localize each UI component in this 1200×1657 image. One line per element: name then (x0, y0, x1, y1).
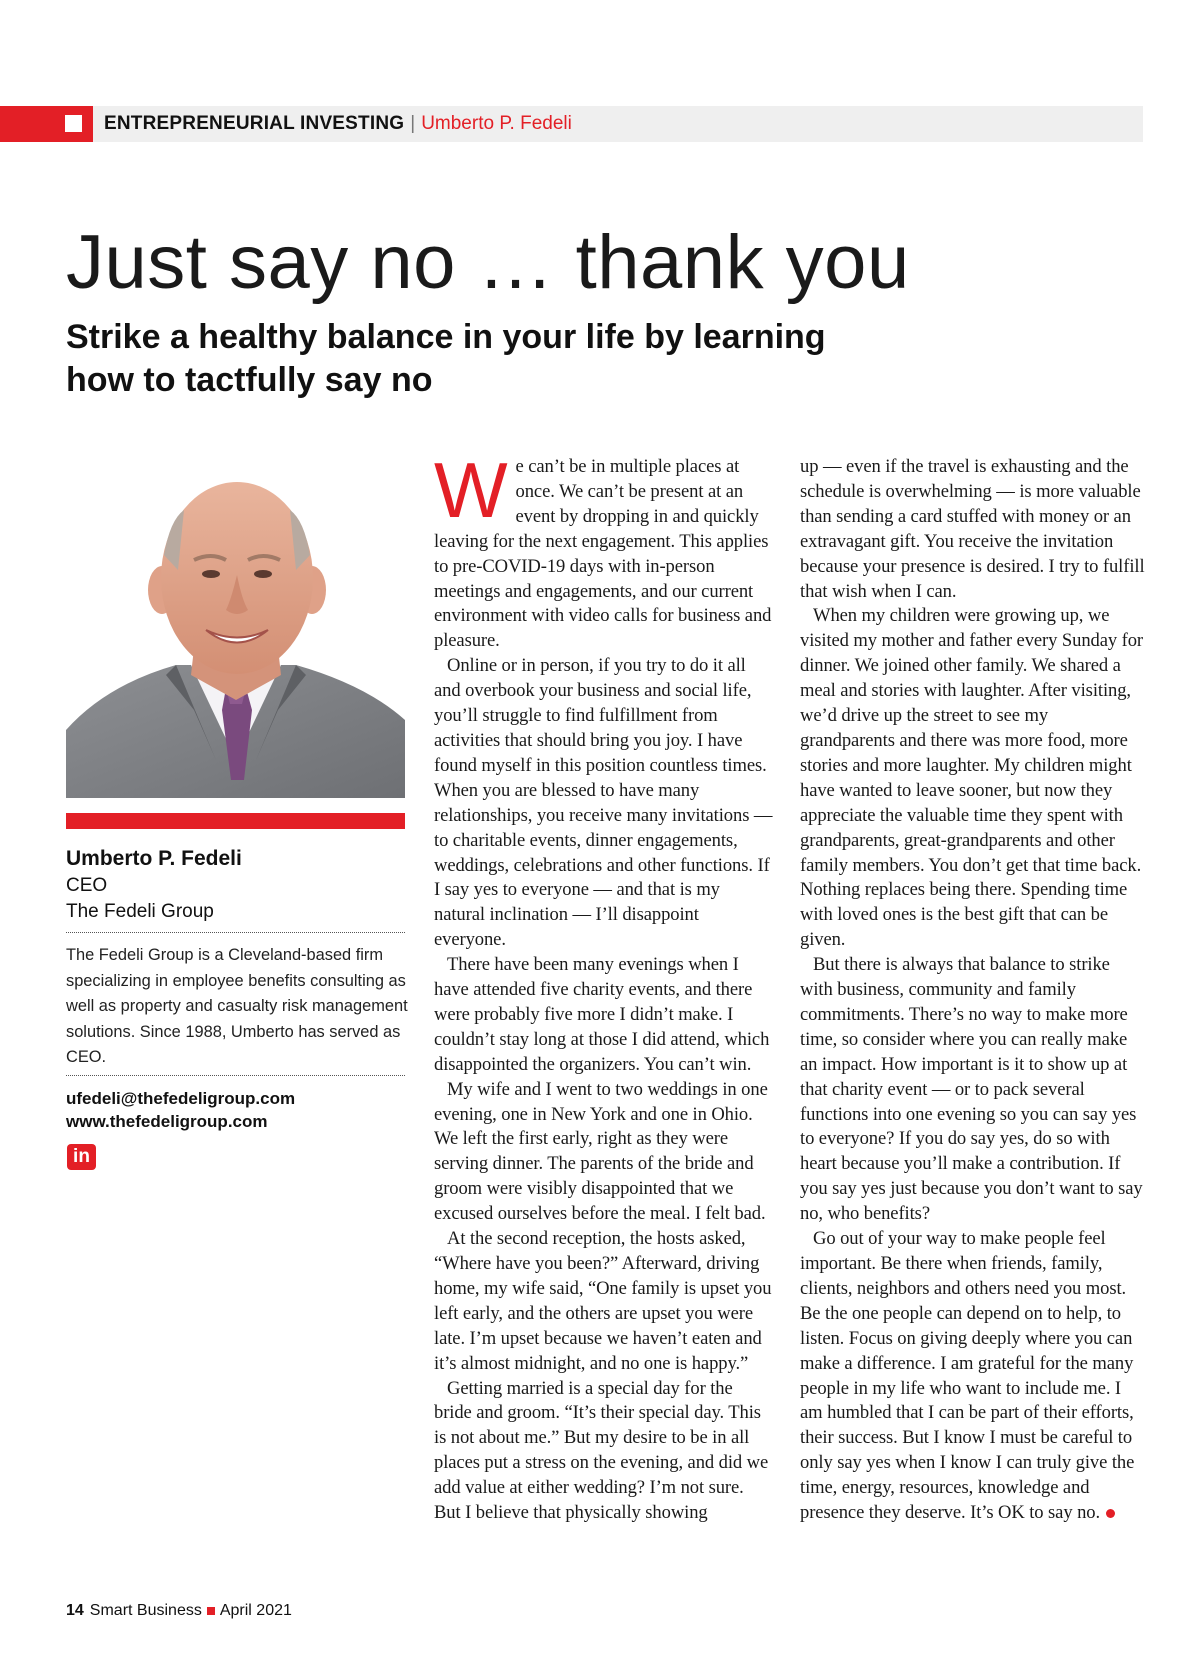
author-bio: The Fedeli Group is a Cleveland-based firm specializing in employee benefits consulting as well as property and casualty risk management solutions. Since 1988, Umberto has served as CEO. (66, 946, 408, 1066)
author-role: CEO (66, 875, 108, 896)
author-name: Umberto P. Fedeli (66, 847, 242, 870)
page-number: 14 (66, 1602, 84, 1619)
divider (66, 1075, 405, 1076)
article-paragraph: There have been many evenings when I have attended five charity events, and there were probably five more I didn’t make. I couldn’t stay long at those I did attend, which disappointed the organizers. You can’t win. (434, 954, 770, 1075)
section-header (104, 112, 572, 136)
article-paragraph: At the second reception, the hosts asked, “Where have you been?” Afterward, driving home, my wife said, “One family is upset you left early, and the others are upset you were late. I’m upset because we haven’t eaten and it’s almost midnight, and no one is happy.” (434, 1228, 772, 1374)
drop-cap: W (434, 446, 508, 534)
article-column-1 (434, 446, 774, 1526)
section-square-icon (65, 115, 82, 132)
footer-square-icon (207, 1607, 215, 1615)
article-title: Just say no … thank you (66, 220, 910, 305)
linkedin-icon[interactable]: in (67, 1144, 96, 1170)
page-footer (66, 1601, 292, 1621)
article-paragraph: up — even if the travel is exhausting and the schedule is overwhelming — is more valuable than sending a card stuffed with money or an extravagant gift. You receive the invitation because your presence is desired. I try to fulfill that wish when I can. (800, 456, 1145, 602)
article-paragraph: But there is always that balance to strike with business, community and family commitments. There’s no way to make more time, so consider where you can really make an impact. How important is it to show up at that charity event — or to pack several functions into one evening so you can say yes to everyone? If you do say yes, do so with heart because you’ll make a contribution. If you say yes just because you don’t want to say no, who benefits? (800, 954, 1143, 1225)
divider (66, 932, 405, 933)
author-email-link[interactable]: ufedeli@thefedeligroup.com (66, 1089, 296, 1108)
article-column-2 (800, 455, 1145, 1526)
author-company: The Fedeli Group (66, 901, 214, 922)
section-label: ENTREPRENEURIAL INVESTING (104, 113, 405, 134)
section-separator: | (410, 113, 416, 134)
end-mark-icon (1106, 1509, 1115, 1518)
author-accent-bar (66, 813, 405, 829)
article-subtitle: Strike a healthy balance in your life by learning how to tactfully say no (66, 318, 826, 399)
article-paragraph: Getting married is a special day for the bride and groom. “It’s their special day. This is not about me.” But my desire to be in all places put a stress on the evening, and did we add value at either wedding? I’m not sure. But I believe that physically showing (434, 1377, 769, 1524)
author-photo (66, 460, 405, 798)
publication-name: Smart Business (89, 1602, 202, 1619)
author-website-link[interactable]: www.thefedeligroup.com (66, 1112, 268, 1131)
article-paragraph: My wife and I went to two weddings in one evening, one in New York and one in Ohio. We left the first early, right as they were serving dinner. The parents of the bride and groom were visibly disappointed that we excused ourselves before the meal. I felt bad. (434, 1078, 768, 1225)
issue-date: April 2021 (219, 1602, 292, 1619)
article-paragraph: When my children were growing up, we visited my mother and father every Sunday for dinner. We joined other family. We shared a meal and stories with laughter. After visiting, we’d drive up the street to see my grandparents and there was more food, more stories and more laughter. My children might have wanted to leave sooner, but now they appreciate the valuable time they spent with grandparents, great-grandparents and other family members. You don’t get that time back. Nothing replaces being there. Spending time with loved ones is the best gift that can be given. (800, 605, 1143, 951)
article-paragraph: Go out of your way to make people feel important. Be there when friends, family, clients, neighbors and others need you most. Be the one people can depend on to help, to listen. Focus on giving deeply where you can make a difference. I am grateful for the many people in my life who want to include me. I am humbled that I can be part of their efforts, their success. But I know I must be careful to only say yes when I know I can truly give the time, energy, resources, knowledge and presence they deserve. It’s OK to say no. (800, 1228, 1135, 1524)
section-author: Umberto P. Fedeli (421, 113, 572, 134)
article-paragraph: We can’t be in multiple places at once. We can’t be present at an event by dropping in and quickly leaving for the next engagement. This applies to pre-COVID-19 days with in-person meetings and engagements, and our current environment with video calls for business and pleasure. (434, 446, 772, 652)
article-paragraph: Online or in person, if you try to do it all and overbook your business and social life, you’ll struggle to find fulfillment from activities that should bring you joy. I have found myself in this position countless times. When you are blessed to have many relationships, you receive many invitations — to charitable events, dinner engagements, weddings, celebrations and other functions. If I say yes to everyone — and that is my natural inclination — I’ll disappoint everyone. (434, 655, 773, 951)
